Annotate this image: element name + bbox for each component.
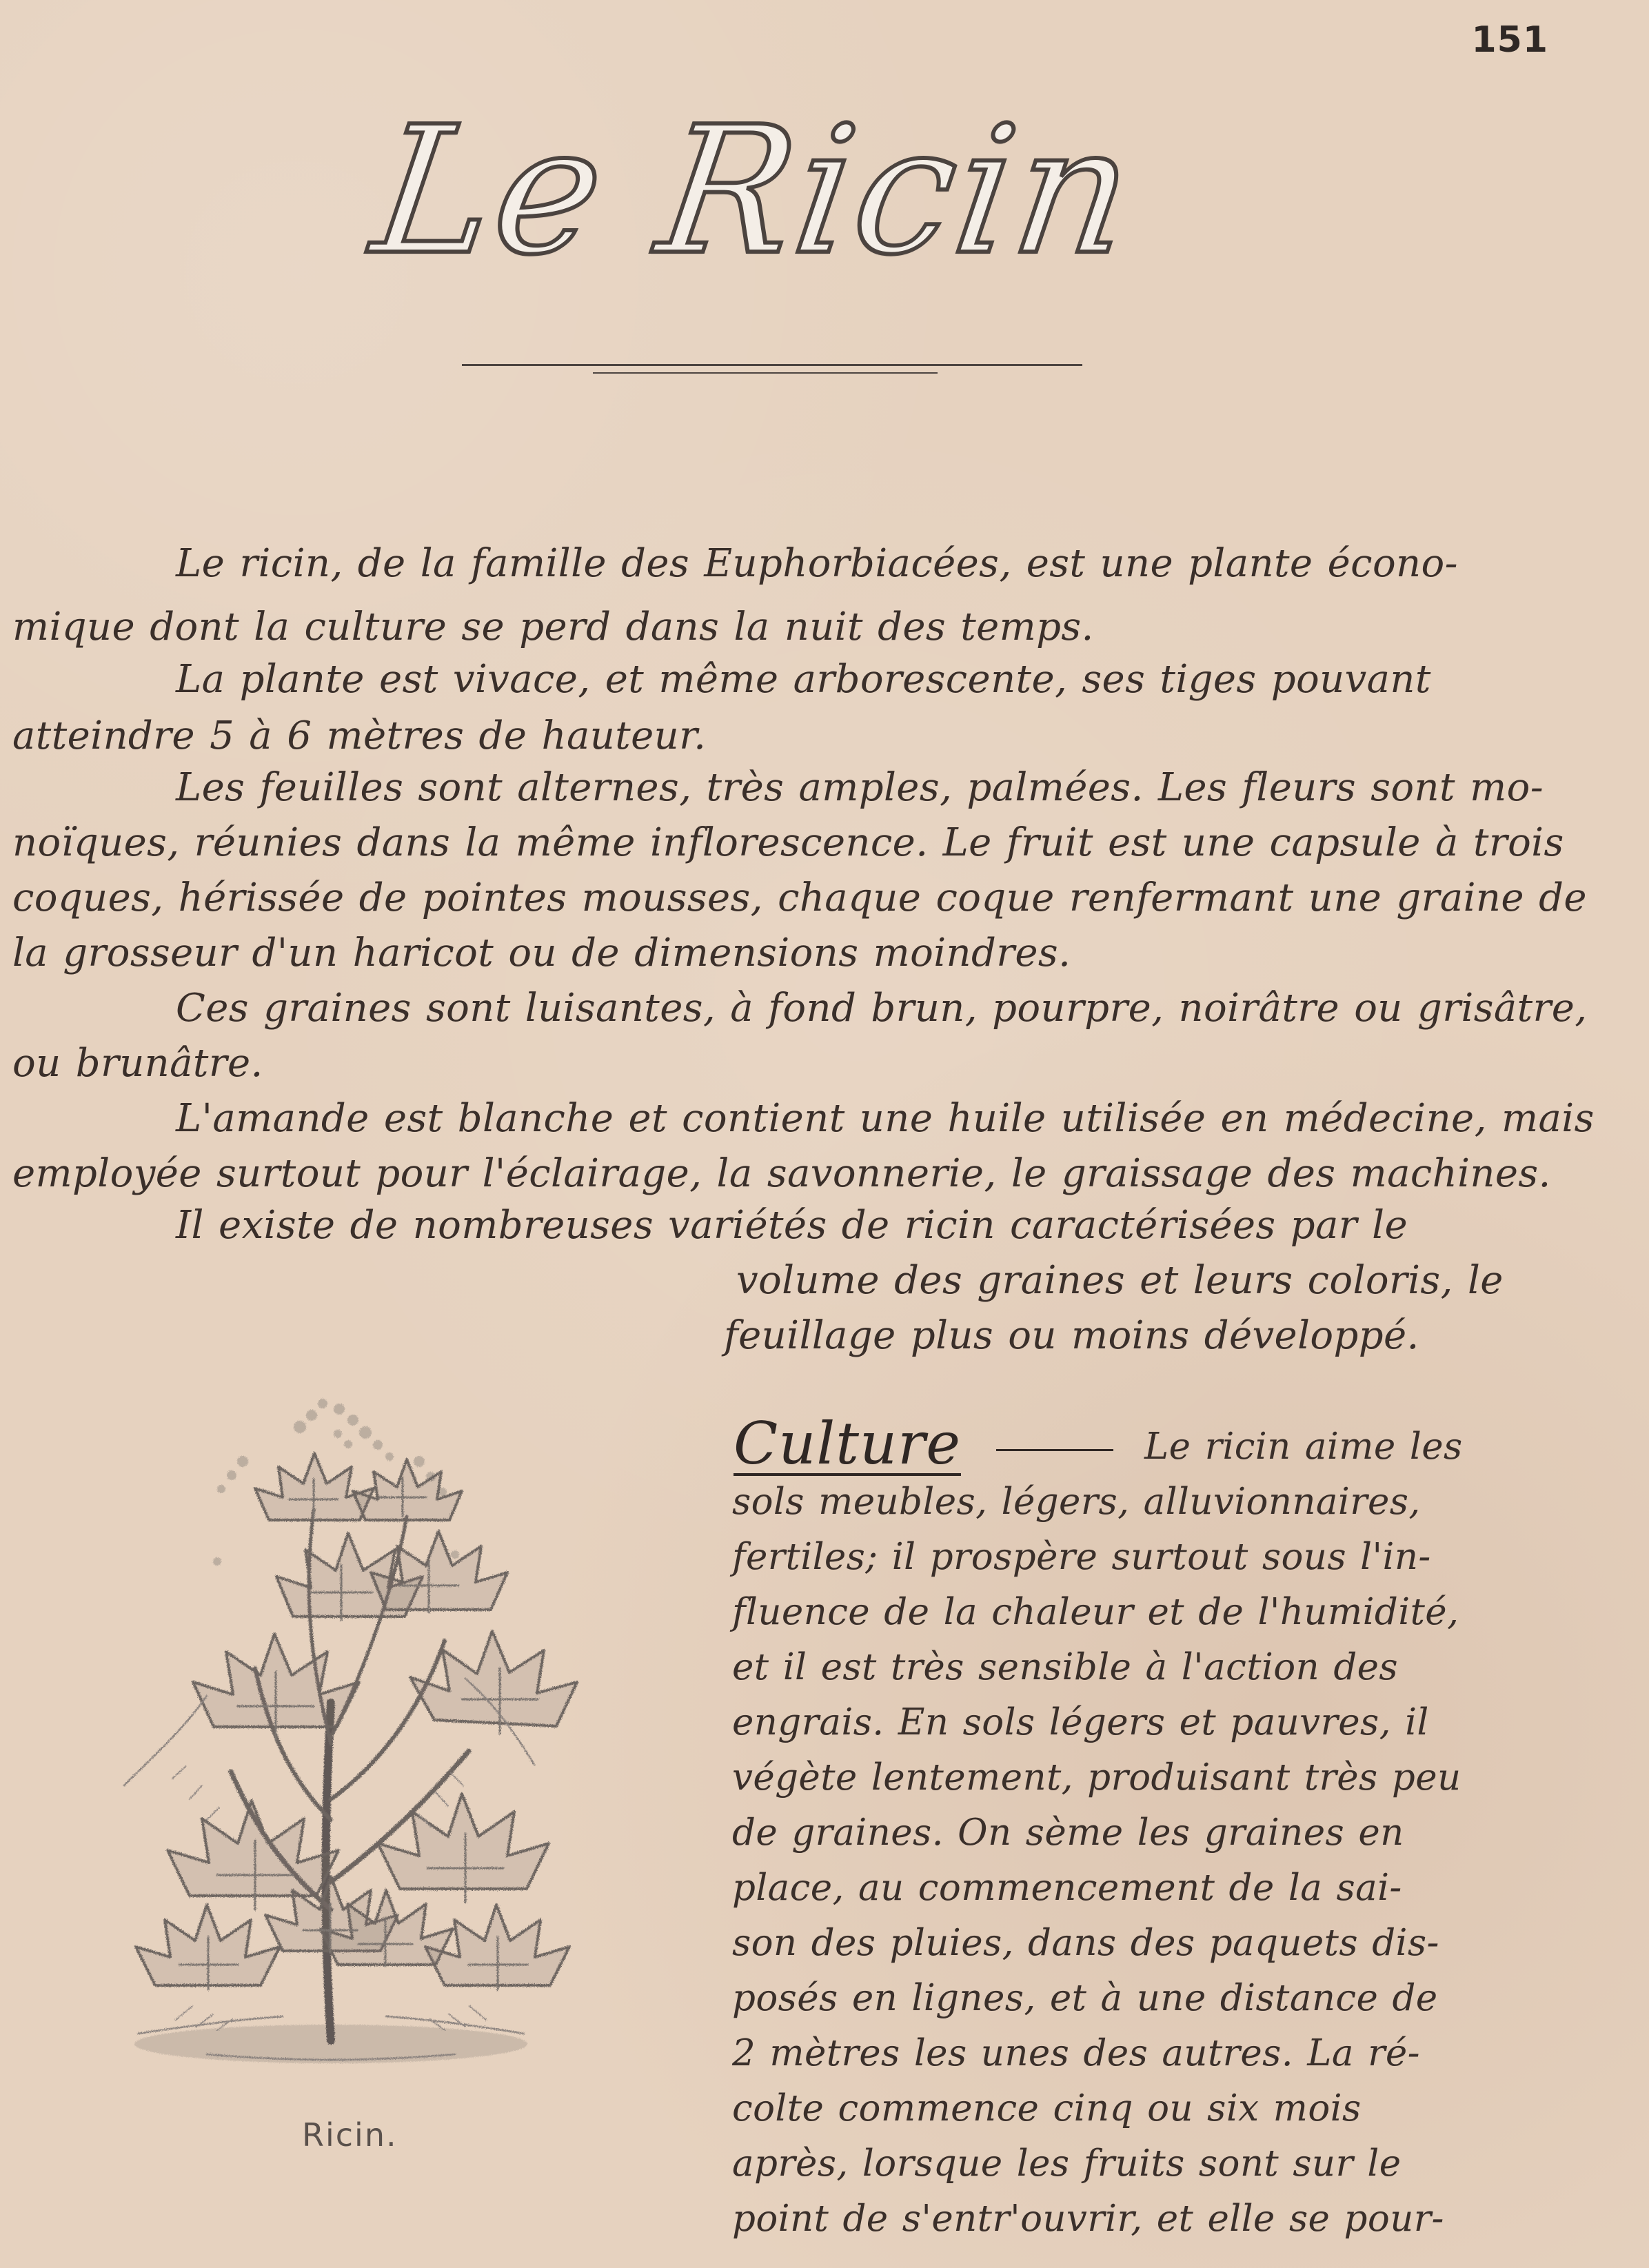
intro-line-5: Les feuilles sont alternes, très amples, palmées. Les fleurs sont mo- <box>176 765 1544 810</box>
intro-line-1: Le ricin, de la famille des Euphorbiacées, est une plante écono- <box>176 541 1458 586</box>
intro-line-10: ou brunâtre. <box>12 1041 263 1086</box>
intro-line-4: atteindre 5 à 6 mètres de hauteur. <box>12 713 707 758</box>
culture-line-15: point de s'entr'ouvrir, et elle se pour- <box>732 2198 1444 2240</box>
culture-line-7: végète lentement, produisant très peu <box>732 1756 1461 1799</box>
page-title: Le Ricin <box>363 89 1147 294</box>
culture-heading: Culture <box>734 1410 961 1477</box>
intro-line-9: Ces graines sont luisantes, à fond brun, pourpre, noirâtre ou grisâtre, <box>176 986 1588 1031</box>
intro-line-13: Il existe de nombreuses variétés de ricin caractérisées par le <box>176 1203 1408 1248</box>
culture-line-4: fluence de la chaleur et de l'humidité, <box>732 1591 1459 1633</box>
intro-line-3: La plante est vivace, et même arborescente, ses tiges pouvant <box>176 657 1431 702</box>
intro-line-7: coques, hérissée de pointes mousses, chaque coque renfermant une graine de <box>12 875 1587 920</box>
culture-line-9: place, au commencement de la sai- <box>732 1867 1402 1909</box>
culture-line-14: après, lorsque les fruits sont sur le <box>732 2143 1402 2185</box>
plant-caption: Ricin. <box>302 2116 398 2154</box>
culture-line-8: de graines. On sème les graines en <box>732 1812 1404 1854</box>
castor-plant-illustration <box>41 1344 627 2116</box>
title-underline-secondary <box>593 372 938 374</box>
intro-line-12: employée surtout pour l'éclairage, la savonnerie, le graissage des machines. <box>12 1151 1551 1196</box>
culture-line-6: engrais. En sols légers et pauvres, il <box>732 1701 1429 1743</box>
title-underline-primary <box>462 364 1082 366</box>
intro-line-15: feuillage plus ou moins développé. <box>724 1313 1419 1358</box>
culture-line-11: posés en lignes, et à une distance de <box>732 1977 1438 2019</box>
intro-line-11: L'amande est blanche et contient une huile utilisée en médecine, mais <box>176 1096 1595 1141</box>
culture-line-1: Le ricin aime les <box>1144 1426 1463 1468</box>
culture-line-2: sols meubles, légers, alluvionnaires, <box>732 1481 1421 1523</box>
title-underline <box>462 364 1082 376</box>
culture-heading-dash <box>996 1449 1113 1451</box>
culture-line-3: fertiles; il prospère surtout sous l'in- <box>732 1536 1431 1578</box>
intro-line-8: la grosseur d'un haricot ou de dimensions moindres. <box>12 931 1071 975</box>
intro-line-6: noïques, réunies dans la même inflorescence. Le fruit est une capsule à trois <box>12 820 1564 865</box>
culture-line-5: et il est très sensible à l'action des <box>732 1646 1399 1688</box>
culture-line-13: colte commence cinq ou six mois <box>732 2087 1362 2129</box>
intro-line-14: volume des graines et leurs coloris, le <box>736 1258 1504 1303</box>
page-number: 151 <box>1471 19 1548 61</box>
culture-line-10: son des pluies, dans des paquets dis- <box>732 1922 1439 1964</box>
culture-line-12: 2 mètres les unes des autres. La ré- <box>732 2032 1420 2074</box>
intro-line-2: mique dont la culture se perd dans la nuit des temps. <box>12 605 1094 649</box>
